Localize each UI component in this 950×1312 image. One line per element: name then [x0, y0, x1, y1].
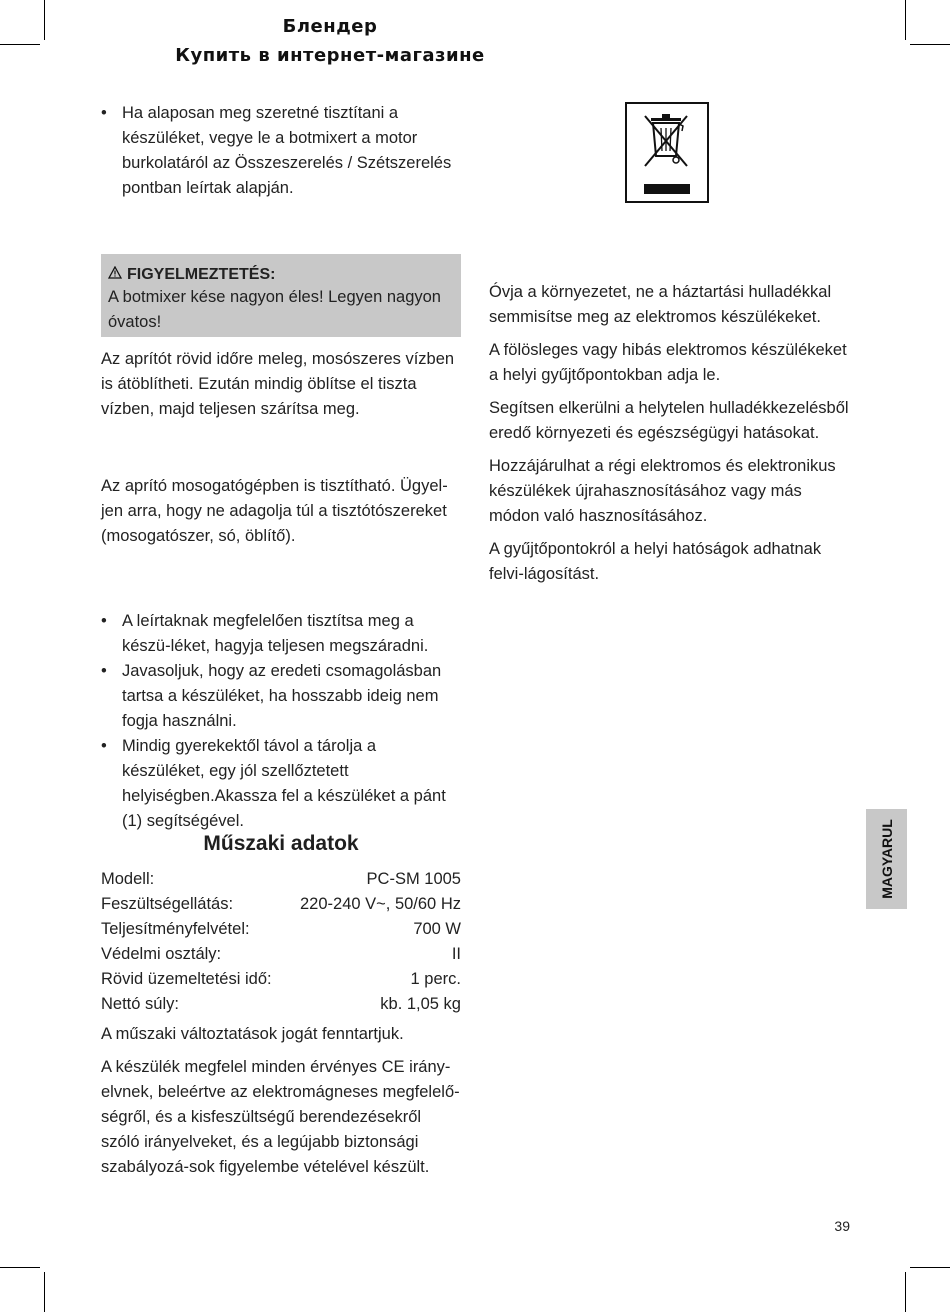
- spec-value: II: [451, 945, 461, 963]
- spec-label: Nettó súly:: [101, 995, 179, 1013]
- tech-data-heading: Műszaki adatok: [203, 832, 359, 855]
- list-item-text: Mindig gyerekektől távol a tárolja a készüléket, egy jól szellőztetett helyiségben.Akassza fel a készüléket a pánt (1) segítségével.: [122, 737, 446, 830]
- crop-mark: [910, 44, 950, 45]
- spec-label: Feszültségellátás:: [101, 895, 234, 913]
- table-row: [101, 967, 461, 992]
- spec-table: [101, 867, 461, 1017]
- disposal-paragraph: A fölösleges vagy hibás elektromos készülékeket a helyi gyűjtőpontokban adja le.: [489, 341, 847, 384]
- disposal-info: [489, 280, 849, 587]
- language-side-tab: [866, 809, 907, 909]
- crop-mark: [44, 1272, 45, 1312]
- warning-triangle-icon: [108, 262, 122, 287]
- list-item-text: Ha alaposan meg szeretné tisztítani a készüléket, vegye le a botmixert a motor burkolatáról az Összeszerelés / Szétszerelés pontban leírtak alapján.: [122, 104, 452, 197]
- spec-value: 1 perc.: [410, 970, 461, 988]
- bullet-marker: •: [101, 737, 107, 755]
- cleaning-bullets: [101, 101, 461, 201]
- crop-mark: [910, 1267, 950, 1268]
- spec-value: kb. 1,05 kg: [380, 995, 461, 1013]
- bullet-marker: •: [101, 104, 107, 122]
- spec-value: PC-SM 1005: [366, 870, 461, 888]
- table-row: [101, 917, 461, 942]
- spec-value: 220-240 V~, 50/60 Hz: [300, 895, 461, 913]
- crop-mark: [0, 1267, 40, 1268]
- dishwasher-paragraph: Az aprító mosogatógépben is tisztítható. Ügyel-jen arra, hogy ne adagolja túl a tisztótószereket (mosogatószer, só, öblítő).: [101, 477, 448, 545]
- table-row: [101, 942, 461, 967]
- list-item: [101, 734, 461, 834]
- spec-label: Teljesítményfelvétel:: [101, 920, 250, 938]
- spec-label: Védelmi osztály:: [101, 945, 222, 963]
- bullet-marker: •: [101, 662, 107, 680]
- crop-mark: [905, 0, 906, 40]
- disposal-paragraph: Segítsen elkerülni a helytelen hulladékkezelésből eredő környezeti és egészségügyi hatásokat.: [489, 399, 849, 442]
- warning-title: [108, 262, 275, 287]
- warning-box: [101, 254, 461, 337]
- language-label: MAGYARUL: [878, 819, 895, 899]
- table-row: [101, 867, 461, 892]
- technical-changes-note: A műszaki változtatások jogát fenntartjuk.: [101, 1025, 404, 1043]
- header-title: Блендер: [282, 16, 378, 37]
- spec-value: 700 W: [413, 920, 461, 938]
- list-item: [101, 659, 461, 734]
- disposal-paragraph: A gyűjtőpontokról a helyi hatóságok adhatnak felvi-lágosítást.: [489, 540, 822, 583]
- storage-bullets: [101, 609, 461, 834]
- crop-mark: [905, 1272, 906, 1312]
- crossed-out-wheelie-bin-icon: [625, 102, 709, 203]
- bullet-marker: •: [101, 612, 107, 630]
- list-item: [101, 101, 461, 201]
- warning-title-text: FIGYELMEZTETÉS:: [127, 266, 276, 283]
- table-row: [101, 992, 461, 1017]
- spec-label: Modell:: [101, 870, 155, 888]
- disposal-paragraph: Óvja a környezetet, ne a háztartási hulladékkal semmisítse meg az elektromos készülékeket.: [489, 283, 832, 326]
- spec-label: Rövid üzemeltetési idő:: [101, 970, 272, 988]
- chopper-rinse-paragraph: Az aprítót rövid időre meleg, mosószeres vízben is átöblítheti. Ezután mindig öblítse el tiszta vízben, majd teljesen szárítsa meg.: [101, 350, 455, 418]
- ce-conformity-note: A készülék megfelel minden érvényes CE irány-elvnek, beleértve az elektromágneses megfelelő-ségről, és a kisfeszültségű berendezésekről szóló irányelveket, és a legújabb biztonsági szabályozá-sok figyelembe vételével készült.: [101, 1058, 460, 1176]
- header-shop-link[interactable]: Купить в интернет-магазине: [175, 45, 485, 66]
- list-item-text: A leírtaknak megfelelően tisztítsa meg a készü-léket, hagyja teljesen megszáradni.: [122, 612, 429, 655]
- warning-text: A botmixer kése nagyon éles! Legyen nagyon óvatos!: [108, 288, 441, 331]
- list-item: [101, 609, 461, 659]
- table-row: [101, 892, 461, 917]
- page-number: 39: [834, 1218, 850, 1234]
- list-item-text: Javasoljuk, hogy az eredeti csomagolásban tartsa a készüléket, ha hosszabb ideig nem fogja használni.: [122, 662, 442, 730]
- disposal-paragraph: Hozzájárulhat a régi elektromos és elektronikus készülékek újrahasznosításához vagy más módon való hasznosításához.: [489, 457, 836, 525]
